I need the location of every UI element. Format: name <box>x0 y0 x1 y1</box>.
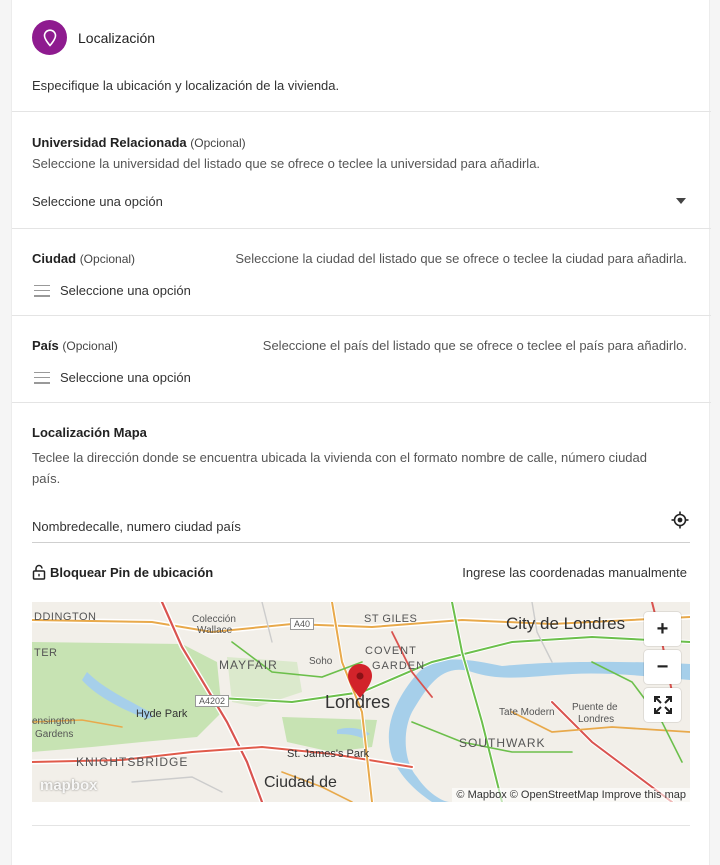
map-label: Ciudad de <box>264 774 337 791</box>
map-attribution[interactable]: © Mapbox © OpenStreetMap Improve this map <box>452 788 690 802</box>
city-label-text: Ciudad <box>32 251 77 266</box>
university-label-text: Universidad Relacionada <box>32 135 187 150</box>
crosshair-icon[interactable] <box>671 511 689 529</box>
country-select[interactable] <box>34 370 191 385</box>
divider <box>12 402 711 403</box>
map-label: GARDEN <box>372 660 426 672</box>
map-label: Londres <box>578 714 615 725</box>
map-label: TER <box>34 647 58 659</box>
map-label: Wallace <box>197 625 233 636</box>
map-label: Puente de <box>572 702 618 713</box>
zoom-controls <box>644 612 681 726</box>
map-label: St. James's Park <box>287 748 370 760</box>
map-label: KNIGHTSBRIDGE <box>76 755 189 769</box>
country-help: Seleccione el país del listado que se ofrece o teclee el país para añadirlo. <box>262 338 687 353</box>
divider <box>12 315 711 316</box>
map-label: ensington <box>32 716 76 727</box>
university-label <box>32 135 246 150</box>
map-label: Tate Modern <box>499 707 555 718</box>
lock-open-icon <box>32 564 46 580</box>
country-label-text: País <box>32 338 59 353</box>
zoom-out-button[interactable]: − <box>644 650 681 684</box>
university-select[interactable] <box>32 194 690 209</box>
divider <box>12 111 711 112</box>
section-header <box>32 20 155 55</box>
map-label: ST GILES <box>364 613 418 625</box>
city-help: Seleccione la ciudad del listado que se ofrece o teclee la ciudad para añadirla. <box>235 251 687 266</box>
city-label <box>32 251 135 266</box>
map-label: A40 <box>290 618 314 630</box>
city-select-value: Seleccione una opción <box>60 283 191 298</box>
map-label: Gardens <box>35 729 74 740</box>
lock-pin-label: Bloquear Pin de ubicación <box>50 564 214 580</box>
menu-icon <box>34 285 50 297</box>
address-input[interactable] <box>32 510 690 543</box>
country-label <box>32 338 118 353</box>
city-optional: (Opcional) <box>79 252 136 266</box>
map-label: DDINGTON <box>34 611 97 623</box>
map-label: Londres <box>325 692 391 712</box>
city-select[interactable] <box>34 283 191 298</box>
country-optional: (Opcional) <box>62 339 118 353</box>
location-card <box>11 0 710 865</box>
map-label: MAYFAIR <box>219 658 278 672</box>
manual-coordinates-link[interactable]: Ingrese las coordenadas manualmente <box>462 565 687 580</box>
map-label: Colección <box>192 614 236 625</box>
map-label: A4202 <box>195 695 229 707</box>
country-select-value: Seleccione una opción <box>60 370 191 385</box>
map-label: City de Londres <box>506 614 626 633</box>
map-label: COVENT <box>365 645 417 657</box>
zoom-in-button[interactable]: + <box>644 612 681 646</box>
map-label: Soho <box>309 656 333 667</box>
map-pin-icon <box>43 29 57 47</box>
section-intro: Especifique la ubicación y localización de la vivienda. <box>32 78 340 93</box>
lock-pin-toggle[interactable] <box>32 564 213 580</box>
university-select-value: Seleccione una opción <box>32 194 163 209</box>
map-view[interactable] <box>32 602 690 802</box>
mapbox-logo[interactable]: mapbox <box>40 777 98 794</box>
map-label: Hyde Park <box>136 708 188 720</box>
university-optional: (Opcional) <box>190 136 246 150</box>
location-badge <box>32 20 67 55</box>
chevron-down-icon[interactable] <box>676 198 686 204</box>
section-title: Localización <box>78 29 156 46</box>
university-help: Seleccione la universidad del listado que se ofrece o teclee la universidad para añadirla. <box>32 156 541 171</box>
map-label: SOUTHWARK <box>459 736 546 750</box>
map-section-help: Teclee la dirección donde se encuentra ubicada la vivienda con el formato nombre de calle, número ciudad país. <box>32 450 647 486</box>
divider <box>32 825 690 826</box>
fullscreen-button[interactable] <box>644 688 681 722</box>
divider <box>12 228 711 229</box>
map-section-label: Localización Mapa <box>32 425 147 440</box>
menu-icon <box>34 372 50 384</box>
fullscreen-icon <box>653 695 673 715</box>
